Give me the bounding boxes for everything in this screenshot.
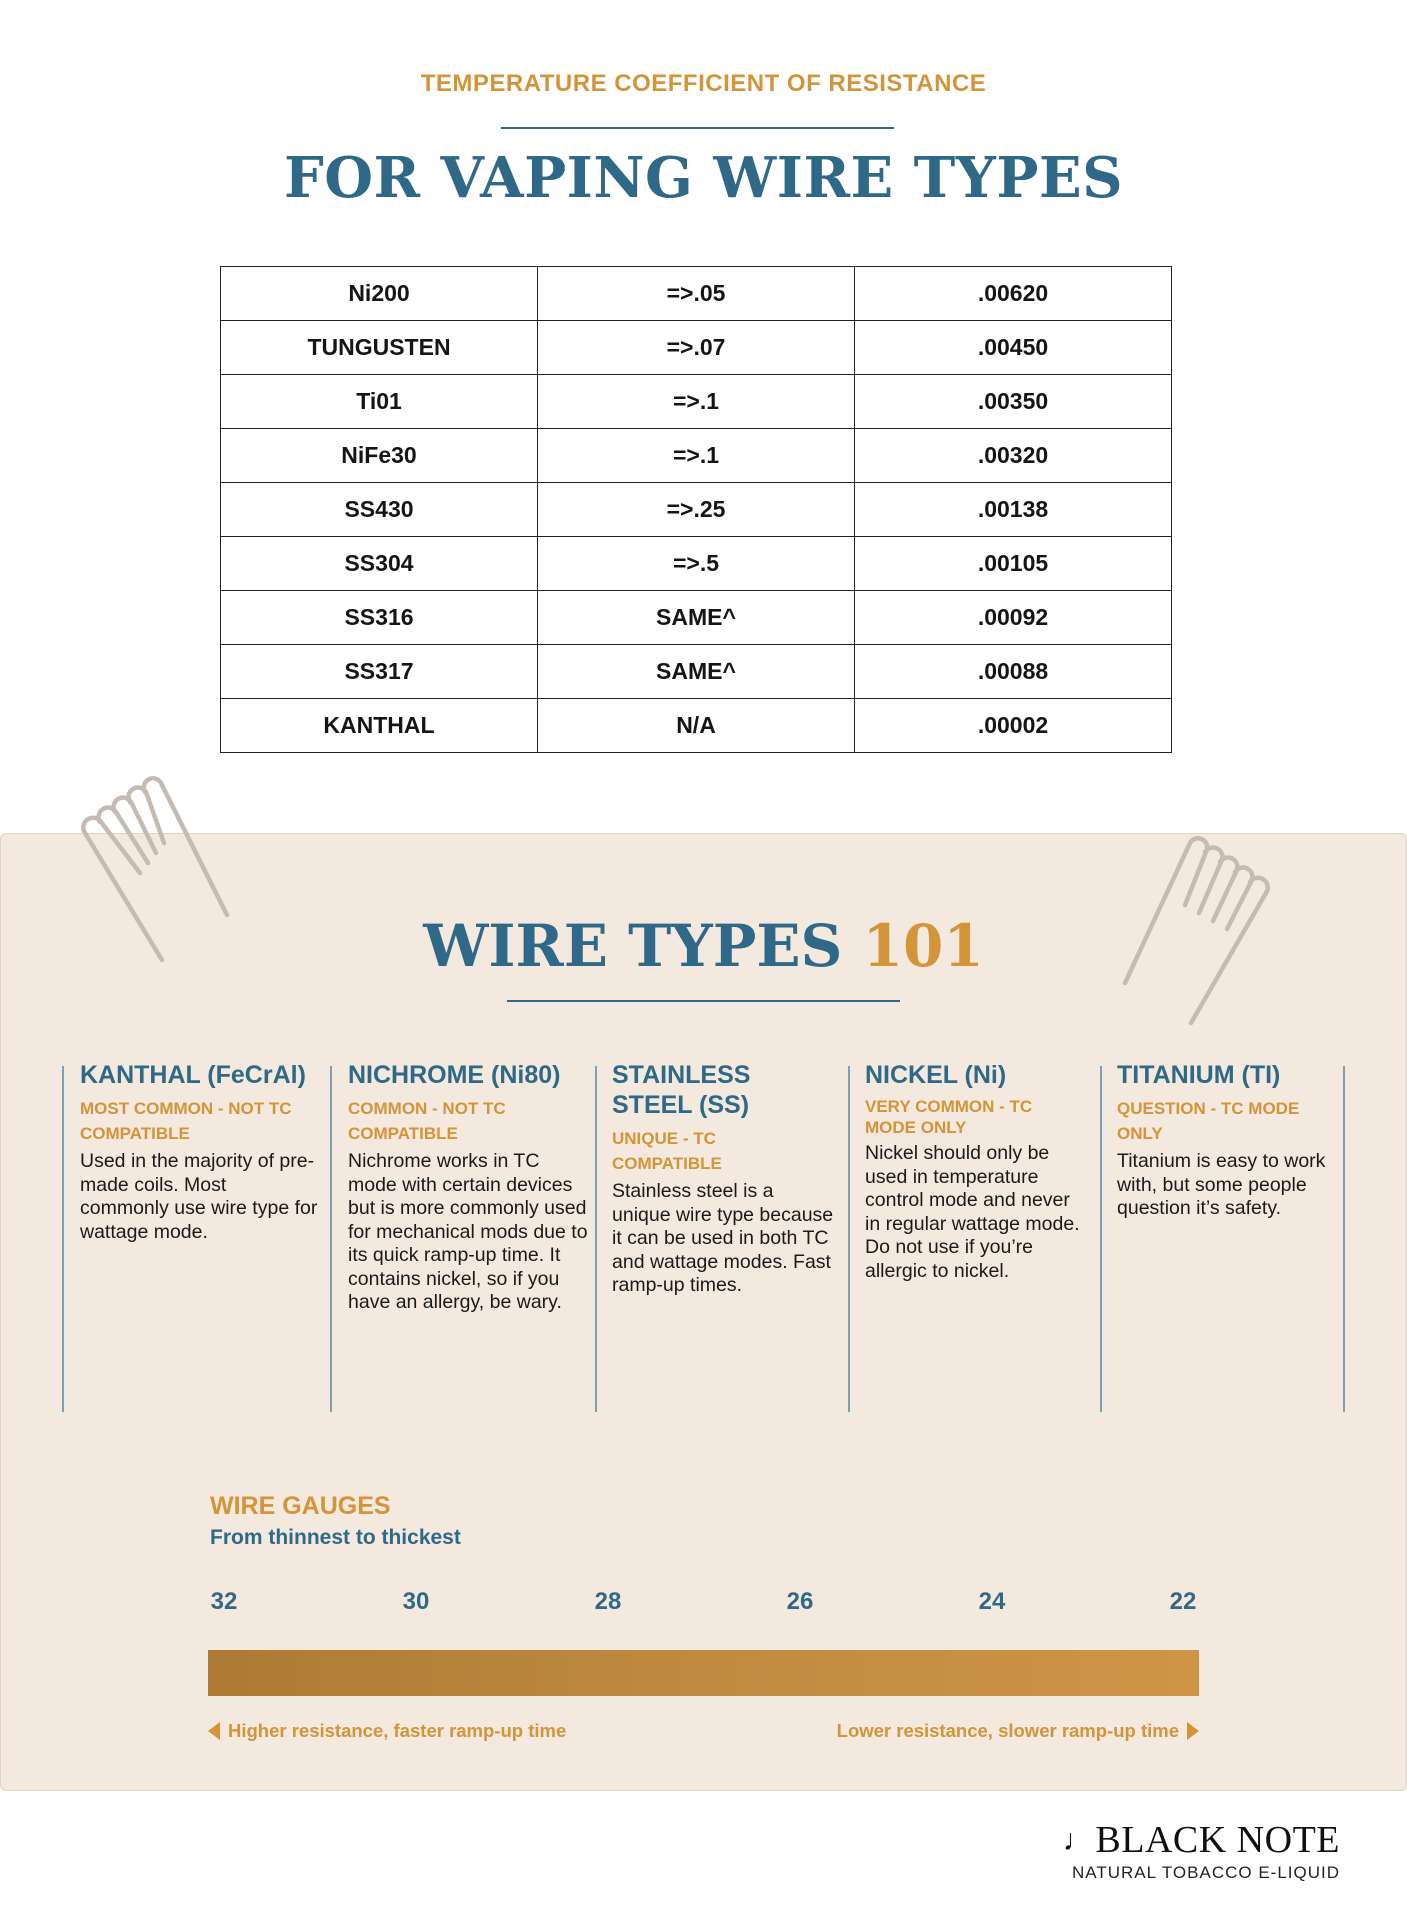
wire-gauges-title: WIRE GAUGES — [210, 1492, 391, 1520]
table-cell: =>.1 — [538, 429, 855, 483]
table-cell: KANTHAL — [221, 699, 538, 753]
wire-types-title-number: 101 — [862, 912, 984, 980]
table-cell: =>.07 — [538, 321, 855, 375]
wire-type-description: Nickel should only be used in temperature control mode and never in regular wattage mode. Do not use if you’re allergic to nickel. — [865, 1142, 1080, 1282]
table-cell: .00350 — [855, 375, 1172, 429]
gauge-tick: 32 — [210, 1588, 238, 1615]
table-row — [221, 429, 1172, 483]
table-row — [221, 483, 1172, 537]
wire-type-description: Stainless steel is a unique wire type because it can be used in both TC and wattage modes. Fast ramp-up times. — [612, 1180, 834, 1296]
table-cell: SS430 — [221, 483, 538, 537]
wire-type-name: TITANIUM (TI) — [1117, 1061, 1281, 1089]
wire-types-title-main: WIRE TYPES — [423, 912, 863, 980]
wire-type-name: NICKEL (Ni) — [865, 1061, 1007, 1089]
table-row — [221, 591, 1172, 645]
wire-type-titanium — [1117, 1060, 1332, 1221]
arrow-right-icon — [1187, 1722, 1199, 1740]
page-title: FOR VAPING WIRE TYPES — [283, 145, 1124, 211]
table-cell: SS317 — [221, 645, 538, 699]
title-divider — [501, 127, 894, 129]
table-cell: SS316 — [221, 591, 538, 645]
wire-type-tag: VERY COMMON - TC MODE ONLY — [865, 1097, 1033, 1137]
table-cell: .00105 — [855, 537, 1172, 591]
column-divider — [1343, 1066, 1345, 1412]
table-cell: =>.5 — [538, 537, 855, 591]
wire-types-title — [0, 912, 1407, 980]
table-cell: .00092 — [855, 591, 1172, 645]
wire-type-description: Titanium is easy to work with, but some people question it’s safety. — [1117, 1150, 1326, 1219]
table-row — [221, 321, 1172, 375]
wire-type-kanthal — [80, 1060, 320, 1244]
wire-type-stainless-steel — [612, 1060, 837, 1298]
gauge-note-right-text: Lower resistance, slower ramp-up time — [836, 1720, 1179, 1741]
column-divider — [62, 1066, 64, 1412]
wire-type-tag: MOST COMMON - NOT TC COMPATIBLE — [80, 1099, 292, 1143]
tcr-table — [220, 266, 1172, 753]
table-cell: =>.1 — [538, 375, 855, 429]
gauge-tick: 28 — [594, 1588, 622, 1615]
brand-logo — [1040, 1820, 1340, 1883]
table-cell: NiFe30 — [221, 429, 538, 483]
wire-type-nickel — [865, 1060, 1090, 1283]
table-cell: SAME^ — [538, 645, 855, 699]
wire-type-name: NICHROME (Ni80) — [348, 1061, 561, 1089]
table-cell: .00088 — [855, 645, 1172, 699]
table-row — [221, 699, 1172, 753]
table-cell: =>.05 — [538, 267, 855, 321]
gauge-gradient-bar — [208, 1650, 1199, 1696]
table-cell: =>.25 — [538, 483, 855, 537]
column-divider — [330, 1066, 332, 1412]
table-row — [221, 645, 1172, 699]
eyebrow-title: TEMPERATURE COEFFICIENT OF RESISTANCE — [420, 70, 987, 97]
wire-type-description: Used in the majority of pre-made coils. Most commonly use wire type for wattage mode. — [80, 1150, 318, 1243]
table-cell: SS304 — [221, 537, 538, 591]
table-row — [221, 537, 1172, 591]
wire-type-tag: UNIQUE - TC COMPATIBLE — [612, 1129, 722, 1173]
table-cell: .00002 — [855, 699, 1172, 753]
brand-tagline: NATURAL TOBACCO E-LIQUID — [1071, 1863, 1340, 1882]
wire-types-divider — [507, 1000, 900, 1002]
brand-name-text: BLACK NOTE — [1095, 1819, 1340, 1861]
gauge-note-left-text: Higher resistance, faster ramp-up time — [228, 1720, 567, 1741]
gauge-note-right — [837, 1720, 1199, 1742]
table-cell: .00450 — [855, 321, 1172, 375]
brand-name — [1040, 1820, 1340, 1861]
column-divider — [1100, 1066, 1102, 1412]
wire-type-name: KANTHAL (FeCrAl) — [80, 1061, 306, 1089]
table-cell: .00320 — [855, 429, 1172, 483]
table-cell: Ti01 — [221, 375, 538, 429]
wire-gauges-subtitle: From thinnest to thickest — [210, 1526, 461, 1549]
table-row — [221, 267, 1172, 321]
wire-type-nichrome — [348, 1060, 588, 1315]
gauge-tick: 22 — [1169, 1588, 1197, 1615]
wire-type-tag: COMMON - NOT TC COMPATIBLE — [348, 1099, 506, 1143]
music-note-icon: ♩ — [1062, 1824, 1094, 1857]
gauge-tick: 30 — [402, 1588, 430, 1615]
table-cell: .00138 — [855, 483, 1172, 537]
wire-type-description: Nichrome works in TC mode with certain devices but is more commonly used for mechanical mods due to its quick ramp-up time. It contains nickel, so if you have an allergy, be wary. — [348, 1150, 588, 1313]
column-divider — [848, 1066, 850, 1412]
arrow-left-icon — [208, 1722, 220, 1740]
table-row — [221, 375, 1172, 429]
wire-type-tag: QUESTION - TC MODE ONLY — [1117, 1099, 1300, 1143]
table-cell: .00620 — [855, 267, 1172, 321]
gauge-tick: 24 — [978, 1588, 1006, 1615]
table-cell: N/A — [538, 699, 855, 753]
gauge-tick: 26 — [786, 1588, 814, 1615]
wire-type-name: STAINLESS STEEL (SS) — [612, 1061, 751, 1119]
table-cell: TUNGUSTEN — [221, 321, 538, 375]
gauge-note-left — [208, 1720, 566, 1742]
column-divider — [595, 1066, 597, 1412]
table-cell: Ni200 — [221, 267, 538, 321]
table-cell: SAME^ — [538, 591, 855, 645]
